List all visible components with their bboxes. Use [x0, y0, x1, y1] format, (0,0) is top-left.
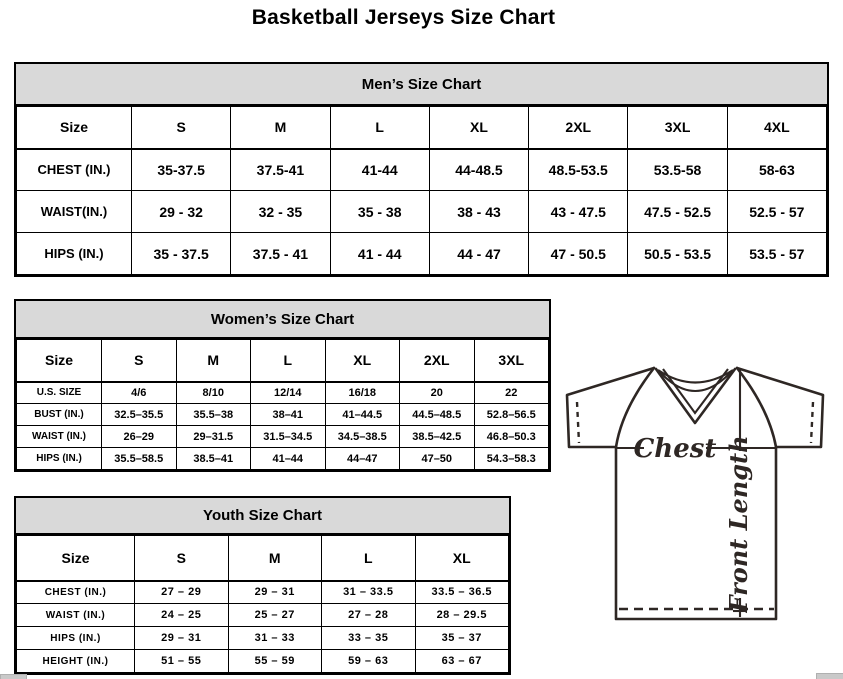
column-header: 3XL [628, 107, 727, 149]
table-row [17, 448, 549, 470]
scrollbar-fragment-right[interactable] [816, 673, 843, 679]
row-label: HEIGHT (IN.) [17, 650, 135, 673]
size-value: 29–31.5 [176, 426, 251, 448]
column-header: M [231, 107, 330, 149]
column-header: L [322, 536, 416, 581]
size-value: 38.5–42.5 [400, 426, 475, 448]
table-row [17, 627, 509, 650]
size-value: 38–41 [251, 404, 326, 426]
jersey-measurement-diagram [556, 361, 843, 628]
size-value: 33 – 35 [322, 627, 416, 650]
size-value: 43 - 47.5 [529, 191, 628, 233]
size-value: 46.8–50.3 [474, 426, 549, 448]
size-value: 41–44.5 [325, 404, 400, 426]
size-value: 41-44 [330, 149, 429, 191]
size-value: 44–47 [325, 448, 400, 470]
size-value: 50.5 - 53.5 [628, 233, 727, 275]
table-row [17, 581, 509, 604]
mens-chart-title: Men’s Size Chart [16, 64, 827, 106]
youth-size-table [16, 535, 509, 673]
size-value: 35.5–38 [176, 404, 251, 426]
row-label: HIPS (IN.) [17, 233, 132, 275]
column-header: L [251, 340, 326, 382]
scrollbar-fragment-left[interactable] [0, 674, 27, 679]
column-header: M [228, 536, 322, 581]
front-length-label: Front Length [724, 435, 753, 613]
table-row [17, 233, 827, 275]
size-value: 31 – 33 [228, 627, 322, 650]
column-header: L [330, 107, 429, 149]
column-header: 3XL [474, 340, 549, 382]
column-header: S [135, 536, 229, 581]
row-label: HIPS (IN.) [17, 627, 135, 650]
row-label: BUST (IN.) [17, 404, 102, 426]
column-header: 2XL [400, 340, 475, 382]
size-value: 20 [400, 382, 475, 404]
size-value: 47 - 50.5 [529, 233, 628, 275]
size-value: 8/10 [176, 382, 251, 404]
column-header: Size [17, 536, 135, 581]
size-value: 29 - 32 [132, 191, 231, 233]
row-label: CHEST (IN.) [17, 581, 135, 604]
size-value: 12/14 [251, 382, 326, 404]
womens-size-table [16, 339, 549, 470]
size-value: 53.5 - 57 [727, 233, 826, 275]
table-row [17, 149, 827, 191]
size-value: 32.5–35.5 [102, 404, 177, 426]
mens-size-table [16, 106, 827, 275]
header-row [17, 340, 549, 382]
size-value: 54.3–58.3 [474, 448, 549, 470]
size-value: 41–44 [251, 448, 326, 470]
table-row [17, 604, 509, 627]
column-header: S [102, 340, 177, 382]
table-row [17, 191, 827, 233]
column-header: 4XL [727, 107, 826, 149]
youth-chart-title: Youth Size Chart [16, 498, 509, 535]
size-value: 32 - 35 [231, 191, 330, 233]
jersey-right-sleeve [737, 368, 823, 447]
size-value: 28 – 29.5 [415, 604, 509, 627]
jersey-left-cuff-stitch [577, 402, 579, 443]
column-header: S [132, 107, 231, 149]
size-value: 44 - 47 [429, 233, 528, 275]
page-title: Basketball Jerseys Size Chart [251, 6, 556, 29]
size-value: 41 - 44 [330, 233, 429, 275]
size-value: 47.5 - 52.5 [628, 191, 727, 233]
column-header: M [176, 340, 251, 382]
table-row [17, 404, 549, 426]
size-value: 38.5–41 [176, 448, 251, 470]
column-header: Size [17, 107, 132, 149]
size-value: 52.5 - 57 [727, 191, 826, 233]
header-row [17, 107, 827, 149]
size-value: 29 – 31 [135, 627, 229, 650]
jersey-right-armhole-seam [737, 368, 776, 447]
mens-size-chart [14, 62, 829, 277]
table-row [17, 426, 549, 448]
row-label: WAIST(IN.) [17, 191, 132, 233]
size-value: 48.5-53.5 [529, 149, 628, 191]
size-value: 35 - 37.5 [132, 233, 231, 275]
size-value: 47–50 [400, 448, 475, 470]
size-value: 27 – 28 [322, 604, 416, 627]
size-value: 31 – 33.5 [322, 581, 416, 604]
size-value: 31.5–34.5 [251, 426, 326, 448]
size-value: 59 – 63 [322, 650, 416, 673]
size-value: 35 – 37 [415, 627, 509, 650]
table-row [17, 382, 549, 404]
row-label: WAIST (IN.) [17, 426, 102, 448]
row-label: CHEST (IN.) [17, 149, 132, 191]
size-value: 4/6 [102, 382, 177, 404]
size-value: 51 – 55 [135, 650, 229, 673]
size-value: 44.5–48.5 [400, 404, 475, 426]
size-value: 34.5–38.5 [325, 426, 400, 448]
row-label: WAIST (IN.) [17, 604, 135, 627]
size-value: 25 – 27 [228, 604, 322, 627]
size-value: 38 - 43 [429, 191, 528, 233]
size-value: 24 – 25 [135, 604, 229, 627]
jersey-right-cuff-stitch [811, 402, 813, 443]
size-value: 29 – 31 [228, 581, 322, 604]
column-header: XL [415, 536, 509, 581]
size-value: 63 – 67 [415, 650, 509, 673]
size-value: 37.5-41 [231, 149, 330, 191]
column-header: XL [429, 107, 528, 149]
column-header: XL [325, 340, 400, 382]
size-value: 35 - 38 [330, 191, 429, 233]
size-value: 35-37.5 [132, 149, 231, 191]
size-value: 55 – 59 [228, 650, 322, 673]
chest-label: Chest [633, 434, 717, 464]
size-value: 16/18 [325, 382, 400, 404]
size-value: 26–29 [102, 426, 177, 448]
size-value: 52.8–56.5 [474, 404, 549, 426]
size-value: 33.5 – 36.5 [415, 581, 509, 604]
size-value: 44-48.5 [429, 149, 528, 191]
row-label: HIPS (IN.) [17, 448, 102, 470]
row-label: U.S. SIZE [17, 382, 102, 404]
header-row [17, 536, 509, 581]
size-value: 27 – 29 [135, 581, 229, 604]
column-header: 2XL [529, 107, 628, 149]
size-value: 53.5-58 [628, 149, 727, 191]
size-value: 37.5 - 41 [231, 233, 330, 275]
womens-size-chart [14, 299, 551, 472]
youth-size-chart [14, 496, 511, 675]
table-row [17, 650, 509, 673]
size-value: 35.5–58.5 [102, 448, 177, 470]
column-header: Size [17, 340, 102, 382]
womens-chart-title: Women’s Size Chart [16, 301, 549, 339]
size-value: 58-63 [727, 149, 826, 191]
size-value: 22 [474, 382, 549, 404]
